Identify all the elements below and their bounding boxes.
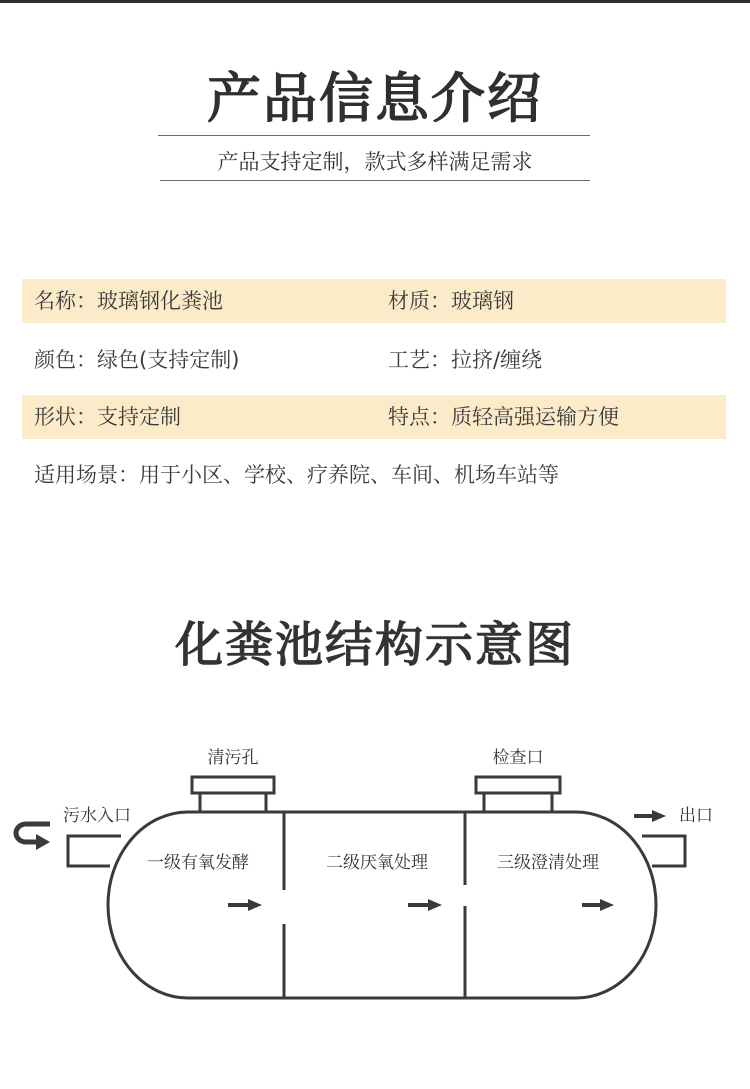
top-border (0, 0, 750, 3)
info-row-3 (22, 395, 726, 439)
structure-title: 化粪池结构示意图 (174, 617, 575, 673)
inlet-label: 污水入口 (63, 806, 131, 826)
info-scenarios: 适用场景：用于小区、学校、疗养院、车间、机场车站等 (34, 463, 559, 487)
inspection-port-cap (476, 777, 560, 793)
info-process: 工艺：拉挤/缠绕 (388, 348, 543, 372)
info-feature: 特点：质轻高强运输方便 (388, 405, 619, 429)
info-row-1 (22, 279, 726, 323)
page-title: 产品信息介绍 (207, 67, 543, 130)
flow-arrow-1-head (248, 899, 262, 911)
inspection-label: 检查口 (492, 748, 544, 768)
outlet-arrow-head (652, 810, 666, 822)
page-subtitle: 产品支持定制，款式多样满足需求 (217, 150, 533, 174)
stage-2-label: 二级厌氧处理 (326, 853, 428, 873)
flow-arrow-3-head (600, 899, 614, 911)
cleanout-port-neck (200, 793, 266, 812)
cleanout-port-cap (192, 777, 274, 793)
info-row-4 (22, 453, 726, 497)
outlet-arrow-shaft (634, 814, 654, 818)
outlet-label: 出口 (679, 806, 713, 826)
info-color: 颜色：绿色(支持定制) (34, 348, 240, 372)
septic-tank-diagram (0, 730, 750, 1030)
cleanout-label: 清污孔 (207, 748, 259, 768)
title-divider-bottom (160, 180, 590, 181)
inlet-arrow-head (36, 834, 50, 850)
info-shape: 形状：支持定制 (34, 405, 181, 429)
outlet-pipe (642, 836, 685, 866)
stage-3-label: 三级澄清处理 (497, 853, 599, 873)
inlet-pipe (68, 836, 121, 866)
info-material: 材质：玻璃钢 (388, 289, 514, 313)
flow-arrow-1-shaft (228, 903, 250, 907)
flow-arrow-2-head (428, 899, 442, 911)
title-divider-top (158, 135, 590, 136)
flow-arrow-3-shaft (582, 903, 602, 907)
inspection-port-neck (484, 793, 552, 812)
stage-1-label: 一级有氧发酵 (147, 853, 249, 873)
tank-body (108, 812, 656, 998)
info-row-2 (22, 338, 726, 382)
info-name: 名称：玻璃钢化粪池 (34, 289, 223, 313)
flow-arrow-2-shaft (408, 903, 430, 907)
